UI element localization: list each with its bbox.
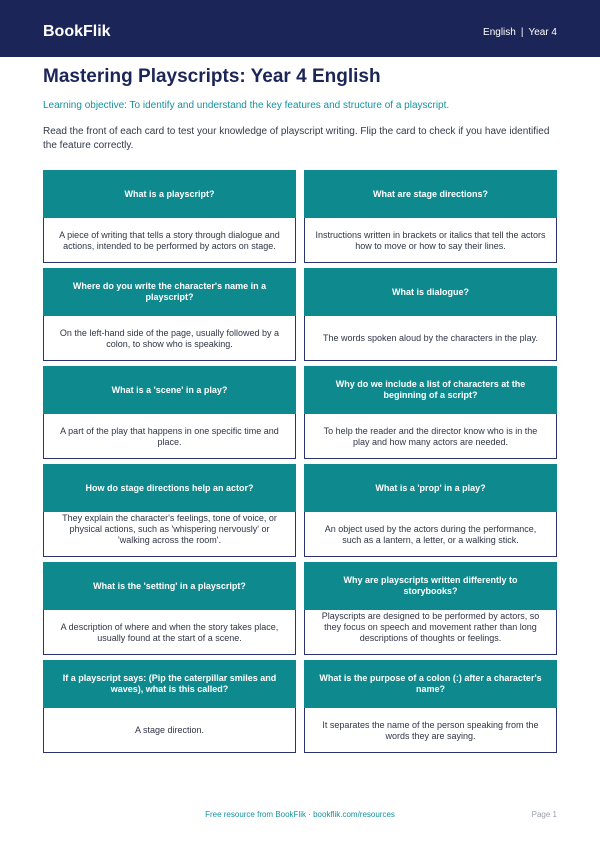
card-question: Where do you write the character's name in a playscript? — [72, 281, 267, 302]
header-meta — [483, 27, 557, 39]
flashcard[interactable] — [43, 268, 296, 361]
card-back — [305, 316, 556, 361]
card-answer: A stage direction. — [134, 725, 205, 735]
flashcard[interactable] — [43, 170, 296, 263]
card-back — [305, 708, 556, 753]
card-front — [304, 170, 557, 218]
card-back — [305, 414, 556, 459]
card-back — [44, 414, 295, 459]
brand-logo[interactable]: BookFlik — [43, 23, 111, 40]
page-title: Mastering Playscripts: Year 4 English — [43, 66, 381, 87]
card-front — [43, 562, 296, 610]
card-answer: A piece of writing that tells a story through dialogue and actions, intended to be performed by actors on stage. — [59, 229, 280, 251]
card-front — [43, 464, 296, 512]
flashcard[interactable] — [304, 660, 557, 753]
card-question: What is a playscript? — [124, 188, 215, 199]
card-answer: To help the reader and the director know who is in the play and how many actors are needed. — [323, 425, 538, 447]
card-question: What are stage directions? — [372, 188, 489, 199]
card-answer: It separates the name of the person speaking from the words they are saying. — [322, 719, 539, 741]
card-question: If a playscript says: (Pip the caterpillar smiles and waves), what is this called? — [62, 673, 277, 694]
flashcard[interactable] — [304, 268, 557, 361]
flashcard[interactable] — [304, 366, 557, 459]
flashcard[interactable] — [304, 464, 557, 557]
card-back — [44, 610, 295, 655]
flashcard[interactable] — [304, 562, 557, 655]
flashcard[interactable] — [43, 660, 296, 753]
card-front — [304, 366, 557, 414]
learning-objective: Learning objective: To identify and understand the key features and structure of a playscript. — [43, 100, 450, 111]
card-question: What is dialogue? — [391, 286, 469, 297]
subject-label: English — [483, 27, 516, 38]
card-front — [43, 366, 296, 414]
intro-text: Read the front of each card to test your knowledge of playscript writing. Flip the card to check if you have identified the feature correctly. — [43, 126, 550, 151]
card-front — [43, 660, 296, 708]
card-question: What is a 'scene' in a play? — [111, 384, 228, 395]
card-back — [44, 512, 295, 557]
card-answer: An object used by the actors during the performance, such as a lantern, a letter, or a walking stick. — [324, 523, 537, 545]
card-front — [43, 268, 296, 316]
card-back — [44, 218, 295, 263]
flashcard[interactable] — [304, 170, 557, 263]
card-front — [304, 268, 557, 316]
header-bar — [0, 0, 600, 57]
flashcard[interactable] — [43, 464, 296, 557]
card-question: What is a 'prop' in a play? — [375, 482, 486, 493]
card-answer: The words spoken aloud by the characters in the play. — [323, 333, 538, 343]
flashcard[interactable] — [43, 366, 296, 459]
year-label: Year 4 — [528, 27, 557, 38]
card-question: What is the purpose of a colon (:) after a character's name? — [319, 673, 542, 694]
card-back — [305, 610, 556, 655]
card-answer: Instructions written in brackets or italics that tell the actors how to move or how to say their lines. — [315, 229, 546, 251]
meta-separator: | — [520, 27, 524, 38]
card-back — [44, 316, 295, 361]
card-question: Why do we include a list of characters at the beginning of a script? — [335, 379, 526, 400]
card-answer: A part of the play that happens in one specific time and place. — [60, 425, 279, 447]
card-front — [43, 170, 296, 218]
card-question: How do stage directions help an actor? — [85, 482, 254, 493]
card-answer: Playscripts are designed to be performed by actors, so they focus on speech and movement rather than long descriptions of thoughts or feelings. — [321, 611, 540, 643]
page-number: Page 1 — [531, 810, 557, 819]
footer-link[interactable]: Free resource from BookFlik · bookflik.com/resources — [205, 810, 395, 819]
card-answer: They explain the character's feelings, tone of voice, or physical actions, such as 'whispering nervously' or 'walking across the room'. — [62, 513, 277, 545]
card-front — [304, 464, 557, 512]
card-question: Why are playscripts written differently to storybooks? — [343, 575, 518, 596]
card-front — [304, 660, 557, 708]
card-question: What is the 'setting' in a playscript? — [93, 580, 246, 591]
card-front — [304, 562, 557, 610]
card-back — [305, 512, 556, 557]
flashcard[interactable] — [43, 562, 296, 655]
card-answer: On the left-hand side of the page, usually followed by a colon, to show who is speaking. — [59, 327, 280, 349]
card-back — [44, 708, 295, 753]
card-back — [305, 218, 556, 263]
card-answer: A description of where and when the story takes place, usually found at the start of a scene. — [60, 621, 279, 643]
